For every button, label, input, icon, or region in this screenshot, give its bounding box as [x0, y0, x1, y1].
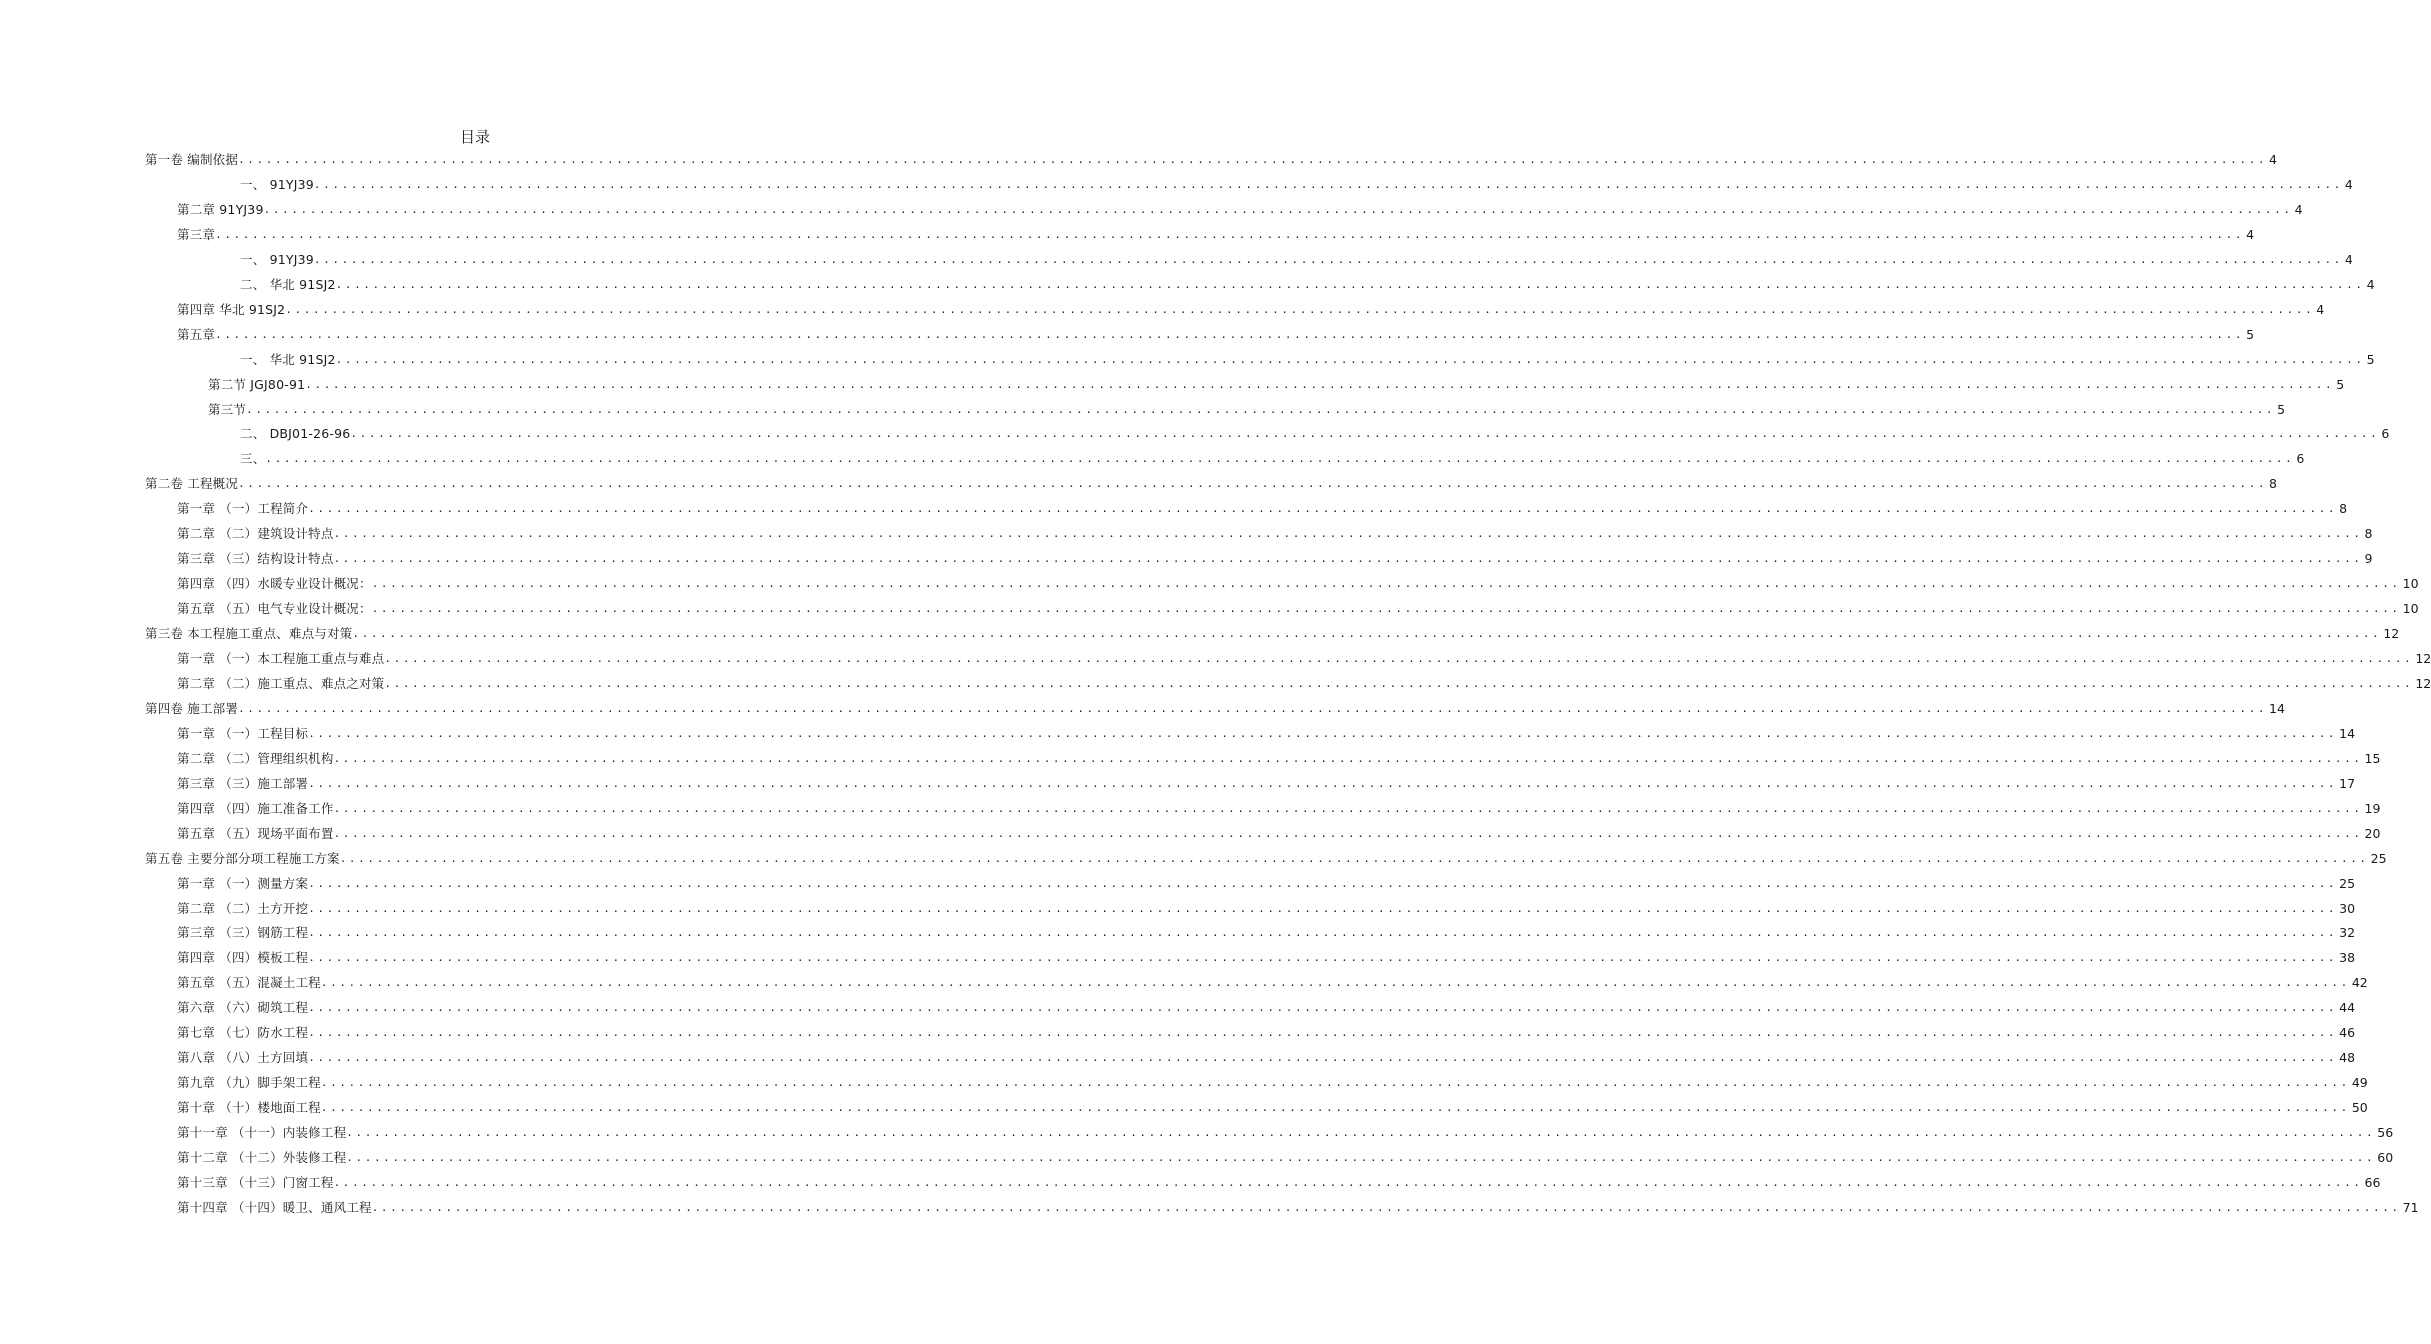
toc-entry[interactable]: [145, 849, 2387, 869]
toc-entry[interactable]: [177, 824, 2381, 844]
toc-entry[interactable]: [177, 574, 2419, 594]
toc-entry-page-number: 4: [2344, 176, 2353, 192]
toc-entry[interactable]: [145, 699, 2285, 719]
toc-entry[interactable]: [177, 549, 2373, 569]
toc-entry-label: 第二节 JGJ80-91: [208, 376, 306, 392]
toc-dot-leader: ............................................................................................................................................................................................................................: [238, 153, 2268, 166]
toc-entry-label: 第五卷 主要分部分项工程施工方案: [145, 850, 340, 866]
toc-dot-leader: ............................................................................................................................................................................................................................: [384, 652, 2414, 665]
toc-entry-page-number: 5: [2366, 351, 2375, 367]
toc-dot-leader: ............................................................................................................................................................................................................................: [265, 452, 2295, 466]
toc-entry-label: 第十二章 （十二）外装修工程: [177, 1150, 347, 1165]
toc-entry-label: 第三章 （三）施工部署: [177, 775, 309, 791]
toc-entry[interactable]: [145, 624, 2400, 644]
toc-entry[interactable]: [177, 300, 2325, 320]
toc-entry-page-number: 60: [2377, 1150, 2394, 1165]
toc-entry-label: 第三章 （三）钢筋工程: [177, 925, 309, 941]
toc-entry[interactable]: [177, 499, 2348, 519]
toc-entry-page-number: 66: [2364, 1174, 2381, 1190]
toc-entry-label: 第三章: [177, 226, 216, 242]
toc-entry-label: 第二章 （二）建筑设计特点: [177, 526, 334, 542]
toc-entry[interactable]: [177, 899, 2356, 919]
toc-entry-label: 二、 DBJ01-26-96: [240, 426, 351, 442]
toc-entry[interactable]: [177, 874, 2356, 894]
toc-entry-page-number: 4: [2344, 251, 2353, 267]
toc-dot-leader: ............................................................................................................................................................................................................................: [215, 227, 2245, 241]
toc-entry[interactable]: [177, 923, 2356, 943]
toc-entry-label: 第六章 （六）砌筑工程: [177, 1000, 309, 1016]
toc-entry-page-number: 8: [2339, 501, 2348, 517]
toc-entry-label: 第二章 （二）土方开挖: [177, 900, 309, 916]
toc-entry-label: 一、 91YJ39: [240, 176, 314, 192]
toc-entry-page-number: 71: [2402, 1199, 2419, 1215]
toc-entry-page-number: 12: [2383, 626, 2400, 642]
toc-entry[interactable]: [208, 400, 2286, 420]
toc-entry-page-number: 19: [2364, 800, 2381, 816]
toc-entry[interactable]: [240, 424, 2390, 444]
toc-entry-page-number: 4: [2294, 201, 2303, 217]
toc-entry[interactable]: [177, 948, 2356, 968]
toc-entry-label: 第四章 （四）施工准备工作: [177, 800, 334, 816]
toc-dot-leader: ............................................................................................................................................................................................................................: [335, 277, 2365, 291]
toc-entry[interactable]: [240, 175, 2353, 195]
toc-entry-page-number: 56: [2377, 1125, 2394, 1141]
toc-entry-label: 第十章 （十）楼地面工程: [177, 1100, 321, 1116]
toc-dot-leader: ............................................................................................................................................................................................................................: [371, 602, 2401, 616]
toc-dot-leader: ............................................................................................................................................................................................................................: [308, 901, 2338, 915]
toc-dot-leader: ............................................................................................................................................................................................................................: [308, 502, 2338, 516]
toc-entry-page-number: 14: [2269, 700, 2285, 716]
toc-entry-label: 三、: [240, 451, 266, 467]
toc-dot-leader: ............................................................................................................................................................................................................................: [320, 976, 2350, 990]
toc-dot-leader: ............................................................................................................................................................................................................................: [333, 801, 2363, 815]
toc-entry[interactable]: [177, 325, 2255, 345]
toc-entry-label: 第一章 （一）工程简介: [177, 501, 309, 517]
toc-entry-label: 第一章 （一）测量方案: [177, 875, 309, 891]
toc-entry[interactable]: [177, 599, 2419, 619]
toc-entry-label: 第三节: [208, 401, 247, 417]
toc-entry[interactable]: [177, 1023, 2356, 1043]
toc-dot-leader: ............................................................................................................................................................................................................................: [333, 527, 2363, 541]
toc-dot-leader: ............................................................................................................................................................................................................................: [308, 1026, 2338, 1040]
toc-dot-leader: ............................................................................................................................................................................................................................: [308, 776, 2338, 790]
toc-entry-page-number: 50: [2351, 1100, 2368, 1116]
toc-dot-leader: ............................................................................................................................................................................................................................: [313, 252, 2343, 266]
toc-dot-leader: ............................................................................................................................................................................................................................: [371, 1200, 2401, 1214]
toc-entry-label: 第五章: [177, 326, 216, 342]
toc-entry[interactable]: [208, 375, 2345, 395]
toc-dot-leader: ............................................................................................................................................................................................................................: [352, 627, 2382, 641]
toc-entry[interactable]: [177, 649, 2431, 669]
toc-entry-label: 第七章 （七）防水工程: [177, 1025, 309, 1041]
toc-dot-leader: ............................................................................................................................................................................................................................: [346, 1126, 2376, 1140]
toc-entry-page-number: 49: [2351, 1075, 2368, 1091]
toc-entry[interactable]: [177, 225, 2255, 245]
toc-entry[interactable]: [177, 998, 2356, 1018]
toc-entry[interactable]: [177, 1048, 2356, 1068]
toc-entry-page-number: 38: [2339, 950, 2356, 966]
toc-entry-label: 第九章 （九）脚手架工程: [177, 1075, 321, 1091]
toc-entry-page-number: 25: [2339, 875, 2356, 891]
toc-entry-label: 第五章 （五）现场平面布置: [177, 825, 334, 841]
toc-entry-page-number: 6: [2381, 426, 2390, 442]
toc-entry-page-number: 9: [2364, 551, 2373, 567]
toc-entry-page-number: 30: [2339, 900, 2356, 916]
toc-entry[interactable]: [145, 150, 2277, 170]
toc-dot-leader: ............................................................................................................................................................................................................................: [313, 177, 2343, 191]
toc-dot-leader: ............................................................................................................................................................................................................................: [346, 1151, 2376, 1164]
toc-dot-leader: ............................................................................................................................................................................................................................: [333, 552, 2363, 566]
toc-entry[interactable]: [240, 449, 2305, 469]
toc-entry-label: 第二卷 工程概况: [145, 476, 239, 492]
toc-entry-label: 第五章 （五）混凝土工程: [177, 975, 321, 991]
toc-entry-label: 第一章 （一）本工程施工重点与难点: [177, 651, 385, 666]
toc-entry[interactable]: [177, 1123, 2394, 1143]
toc-dot-leader: ............................................................................................................................................................................................................................: [350, 427, 2380, 441]
toc-entry[interactable]: [177, 200, 2303, 220]
toc-dot-leader: ............................................................................................................................................................................................................................: [305, 377, 2335, 391]
toc-entry[interactable]: [177, 774, 2356, 794]
toc-dot-leader: ............................................................................................................................................................................................................................: [335, 352, 2365, 366]
toc-entry-label: 第五章 （五）电气专业设计概况：: [177, 601, 372, 617]
toc-entry-label: 第二章 （二）施工重点、难点之对策: [177, 675, 385, 691]
toc-entry-label: 第十四章 （十四）暖卫、通风工程: [177, 1199, 372, 1215]
toc-entry-label: 第八章 （八）土方回填: [177, 1050, 309, 1066]
toc-dot-leader: ............................................................................................................................................................................................................................: [333, 751, 2363, 765]
toc-entry-page-number: 4: [2366, 276, 2375, 292]
toc-entry-label: 第十三章 （十三）门窗工程: [177, 1174, 334, 1190]
toc-dot-leader: ............................................................................................................................................................................................................................: [238, 701, 2268, 715]
toc-dot-leader: ............................................................................................................................................................................................................................: [339, 851, 2369, 865]
toc-dot-leader: ............................................................................................................................................................................................................................: [285, 302, 2315, 316]
toc-entry-page-number: 46: [2339, 1025, 2356, 1041]
toc-entry-page-number: 32: [2339, 925, 2356, 941]
toc-entry-page-number: 15: [2364, 750, 2381, 766]
toc-entry-page-number: 6: [2296, 451, 2305, 467]
toc-entry-page-number: 5: [2336, 376, 2345, 392]
toc-entry[interactable]: [177, 724, 2356, 744]
toc-dot-leader: ............................................................................................................................................................................................................................: [371, 577, 2401, 591]
toc-dot-leader: ............................................................................................................................................................................................................................: [308, 876, 2338, 890]
toc-entry[interactable]: [240, 250, 2353, 270]
toc-entry-page-number: 14: [2339, 725, 2356, 741]
toc-entry-label: 第四章 华北 91SJ2: [177, 301, 286, 317]
toc-entry-label: 二、 华北 91SJ2: [240, 276, 336, 292]
toc-entry[interactable]: [177, 1098, 2368, 1118]
toc-entry-page-number: 10: [2402, 576, 2419, 592]
toc-entry-label: 一、 华北 91SJ2: [240, 351, 336, 367]
toc-entry-label: 第四章 （四）模板工程: [177, 950, 309, 966]
toc-entry-page-number: 4: [2316, 301, 2325, 317]
toc-dot-leader: ............................................................................................................................................................................................................................: [308, 926, 2338, 940]
toc-entry-page-number: 25: [2370, 850, 2387, 866]
toc-entry-page-number: 20: [2364, 825, 2381, 841]
toc-dot-leader: ............................................................................................................................................................................................................................: [215, 327, 2245, 341]
toc-dot-leader: ............................................................................................................................................................................................................................: [263, 202, 2293, 216]
toc-entry[interactable]: [145, 474, 2277, 494]
toc-dot-leader: ............................................................................................................................................................................................................................: [308, 1051, 2338, 1065]
toc-entry-page-number: 12: [2415, 651, 2431, 666]
toc-entry-label: 第一章 （一）工程目标: [177, 725, 309, 741]
toc-dot-leader: ............................................................................................................................................................................................................................: [320, 1076, 2350, 1090]
toc-entry[interactable]: [177, 674, 2431, 694]
toc-entry-page-number: 10: [2402, 601, 2419, 617]
toc-entry[interactable]: [177, 749, 2381, 769]
toc-entry[interactable]: [177, 1073, 2368, 1093]
toc-entry-page-number: 12: [2415, 675, 2431, 691]
toc-entry-page-number: 8: [2269, 476, 2277, 492]
toc-dot-leader: ............................................................................................................................................................................................................................: [238, 477, 2268, 491]
toc-entry-label: 第二章 91YJ39: [177, 201, 264, 217]
toc-entry[interactable]: [240, 275, 2375, 295]
toc-entry-page-number: 5: [2277, 401, 2286, 417]
toc-entry[interactable]: [240, 350, 2375, 370]
toc-dot-leader: ............................................................................................................................................................................................................................: [246, 402, 2276, 416]
toc-entry-label: 第三章 （三）结构设计特点: [177, 551, 334, 567]
toc-dot-leader: ............................................................................................................................................................................................................................: [384, 676, 2414, 690]
toc-entry-label: 第四章 （四）水暖专业设计概况：: [177, 576, 372, 592]
toc-dot-leader: ............................................................................................................................................................................................................................: [308, 1001, 2338, 1015]
toc-entry[interactable]: [177, 799, 2381, 819]
toc-entry-label: 第一卷 编制依据: [145, 152, 239, 167]
toc-entry-page-number: 17: [2339, 775, 2356, 791]
toc-entry-page-number: 4: [2246, 226, 2255, 242]
toc-entry-label: 第三卷 本工程施工重点、难点与对策: [145, 626, 353, 642]
toc-entry-page-number: 5: [2246, 326, 2255, 342]
toc-dot-leader: ............................................................................................................................................................................................................................: [333, 1175, 2363, 1189]
toc-entry[interactable]: [177, 524, 2373, 544]
toc-entry-label: 第二章 （二）管理组织机构: [177, 750, 334, 766]
toc-dot-leader: ............................................................................................................................................................................................................................: [320, 1101, 2350, 1115]
toc-title: 目录: [459, 128, 490, 146]
toc-entry[interactable]: [177, 973, 2368, 993]
toc-entry[interactable]: [177, 1148, 2394, 1168]
toc-dot-leader: ............................................................................................................................................................................................................................: [308, 726, 2338, 740]
toc-entry[interactable]: [177, 1173, 2381, 1193]
toc-entry-page-number: 44: [2339, 1000, 2356, 1016]
toc-entry-label: 第十一章 （十一）内装修工程: [177, 1125, 347, 1141]
toc-entry-label: 第四卷 施工部署: [145, 700, 239, 716]
toc-entry-label: 一、 91YJ39: [240, 251, 314, 267]
toc-dot-leader: ............................................................................................................................................................................................................................: [333, 826, 2363, 840]
toc-entry-page-number: 8: [2364, 526, 2373, 542]
toc-entry-page-number: 48: [2339, 1050, 2356, 1066]
toc-entry[interactable]: [177, 1198, 2419, 1218]
toc-entry-page-number: 42: [2351, 975, 2368, 991]
toc-entry-page-number: 4: [2269, 152, 2277, 167]
toc-dot-leader: ............................................................................................................................................................................................................................: [308, 951, 2338, 965]
